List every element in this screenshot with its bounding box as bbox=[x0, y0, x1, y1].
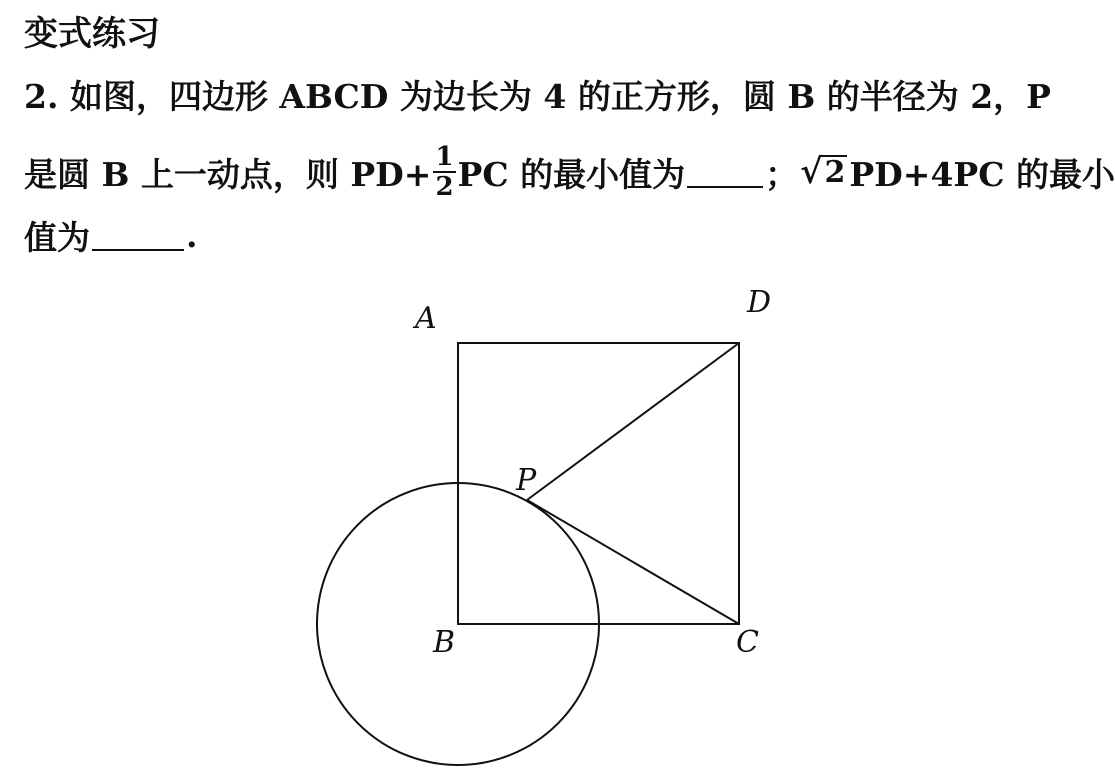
square-abcd bbox=[458, 343, 739, 624]
label-d: D bbox=[747, 285, 772, 320]
label-b: B bbox=[433, 625, 456, 660]
fraction-denominator: 2 bbox=[435, 172, 454, 202]
problem-text-3b: . bbox=[186, 215, 198, 255]
label-p: P bbox=[516, 463, 537, 498]
section-heading: 变式练习 bbox=[24, 14, 160, 54]
sqrt-radicand: 2 bbox=[824, 155, 846, 190]
fraction-numerator: 1 bbox=[435, 142, 454, 172]
sqrt-icon: √ bbox=[800, 152, 823, 192]
problem-text-2a: 是圆 B 上一动点，则 PD+ bbox=[24, 154, 432, 194]
problem-text-2d: PD+4PC 的最小 bbox=[849, 154, 1115, 194]
label-c: C bbox=[736, 625, 759, 660]
problem-text-2c: ； bbox=[765, 154, 799, 194]
segment-pc bbox=[527, 500, 739, 624]
segment-pd bbox=[527, 343, 739, 500]
label-a: A bbox=[415, 301, 437, 336]
problem-text-1: 2. 如图，四边形 ABCD 为边长为 4 的正方形，圆 B 的半径为 2，P bbox=[24, 76, 1051, 116]
problem-text-3a: 值为 bbox=[24, 217, 90, 257]
problem-text-2b: PC 的最小值为 bbox=[457, 154, 686, 194]
